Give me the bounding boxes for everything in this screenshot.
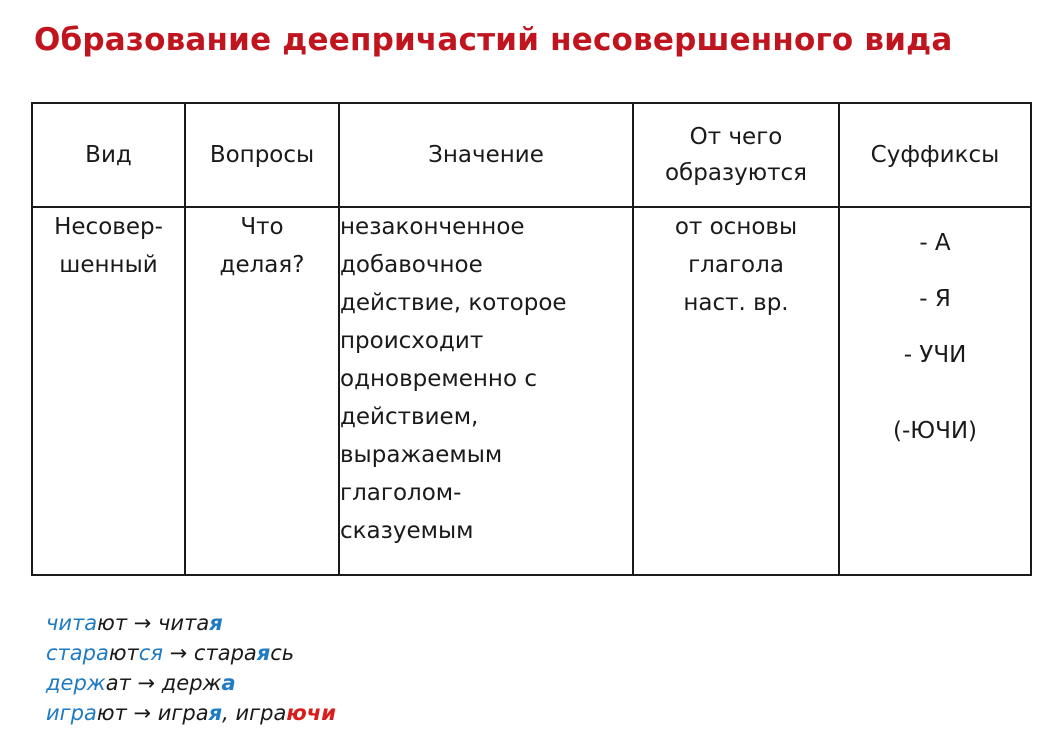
example-part: я [256,641,271,665]
table-row [32,207,1031,575]
from-line: глагола [688,252,784,278]
example-part: ют [108,641,139,665]
header-suffixes: Суффиксы [839,103,1031,207]
meaning-line: добавочное [340,252,483,278]
example-part: я [209,611,223,635]
example-line [46,698,336,728]
header-vid: Вид [32,103,185,207]
from-line: наст. вр. [683,290,789,316]
cell-question [185,207,339,575]
meaning-line: сказуемым [340,518,474,544]
vid-line-2: шенный [59,252,158,278]
example-part: ат → держ [105,671,222,695]
meaning-line: одновременно с [340,366,537,392]
question-line-1: Что [240,214,284,240]
header-from [633,103,839,207]
header-from-line-2: образуются [664,160,808,186]
table-header-row [32,103,1031,207]
example-part: ют → игра [96,701,209,725]
example-part: ся [138,641,163,665]
example-line [46,608,336,638]
suffix-item: (-ЮЧИ) [892,418,978,444]
suffix-item: - А [919,230,951,256]
example-part: а [221,671,236,695]
page-title: Образование деепричастий несовершенного вида [34,22,953,58]
from-line: от основы [674,214,798,240]
example-line [46,638,336,668]
meaning-line: глаголом- [340,480,462,506]
meaning-line: происходит [340,328,484,354]
suffix-item: - УЧИ [903,342,967,368]
example-part: чита [46,611,98,635]
question-line-2: делая? [219,252,305,278]
suffix-item: - Я [919,286,951,312]
header-from-line-1: От чего [689,124,783,150]
cell-meaning [339,207,633,575]
example-part: → стара [162,641,257,665]
example-part: держ [46,671,106,695]
meaning-line: незаконченное [340,214,525,240]
cell-from [633,207,839,575]
meaning-line: выражаемым [340,442,503,468]
example-part: ют → чита [97,611,210,635]
example-part: игра [46,701,97,725]
example-line [46,668,336,698]
meaning-line: действие, которое [340,290,567,316]
example-part: сь [270,641,295,665]
cell-suffixes [839,207,1031,575]
example-part: ючи [286,701,336,725]
example-part: , игра [222,701,287,725]
vid-line-1: Несовер- [54,214,163,240]
examples-list [46,608,336,728]
example-part: я [208,701,223,725]
example-part: стара [46,641,109,665]
header-meaning: Значение [339,103,633,207]
header-questions: Вопросы [185,103,339,207]
conjugation-table [31,102,1032,576]
cell-vid [32,207,185,575]
meaning-line: действием, [340,404,479,430]
